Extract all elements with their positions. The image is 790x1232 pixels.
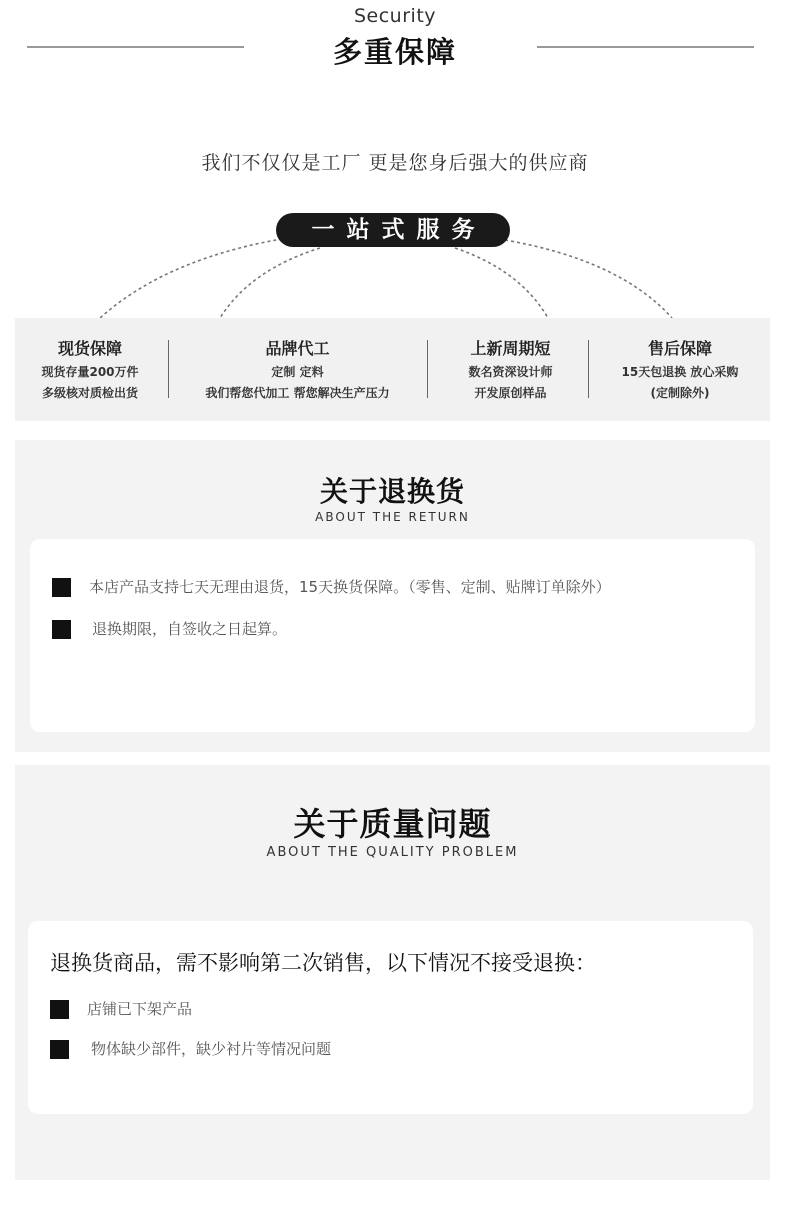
service-divider bbox=[427, 340, 428, 398]
service-oem bbox=[175, 318, 420, 421]
list-item-text: 本店产品支持七天无理由退货，15天换货保障。（零售、定制、贴牌订单除外） bbox=[89, 578, 611, 596]
service-divider bbox=[588, 340, 589, 398]
service-band bbox=[15, 318, 770, 421]
header-divider-right bbox=[537, 46, 754, 48]
arc-4 bbox=[505, 240, 672, 318]
service-line1: 定制 定料 bbox=[271, 365, 324, 379]
service-title: 上新周期短 bbox=[470, 339, 551, 358]
quality-subtitle: ABOUT THE QUALITY PROBLEM bbox=[266, 845, 519, 860]
arc-2 bbox=[220, 248, 320, 318]
service-divider bbox=[168, 340, 169, 398]
list-item-text: 退换期限，自签收之日起算。 bbox=[92, 620, 288, 638]
quality-section bbox=[15, 765, 770, 1180]
service-title: 品牌代工 bbox=[265, 339, 330, 358]
header bbox=[0, 0, 790, 90]
service-title: 售后保障 bbox=[647, 339, 712, 358]
service-line2: 开发原创样品 bbox=[474, 386, 547, 400]
quality-lead: 退换货商品，需不影响第二次销售，以下情况不接受退换： bbox=[50, 951, 596, 975]
service-stock bbox=[15, 318, 165, 421]
list-item-text: 店铺已下架产品 bbox=[87, 1000, 193, 1018]
tagline: 我们不仅仅是工厂 更是您身后强大的供应商 bbox=[201, 152, 589, 174]
returns-card bbox=[30, 539, 755, 732]
returns-subtitle: ABOUT THE RETURN bbox=[315, 510, 470, 524]
service-line1: 现货存量200万件 bbox=[41, 365, 139, 379]
service-title: 现货保障 bbox=[57, 339, 122, 358]
header-title-cn: 多重保障 bbox=[332, 35, 457, 69]
quality-card bbox=[28, 921, 753, 1114]
returns-title: 关于退换货 bbox=[319, 475, 465, 508]
service-line2: 多级核对质检出货 bbox=[41, 386, 138, 400]
header-title-en: Security bbox=[353, 5, 437, 27]
service-new-cycle bbox=[433, 318, 588, 421]
quality-title: 关于质量问题 bbox=[293, 805, 492, 843]
arc-3 bbox=[455, 248, 548, 318]
returns-section bbox=[15, 440, 770, 752]
service-line2: (定制除外) bbox=[650, 386, 710, 400]
square-bullet-icon bbox=[52, 620, 71, 639]
service-line2: 我们帮您代加工 帮您解决生产压力 bbox=[205, 386, 390, 400]
arc-1 bbox=[100, 236, 300, 318]
service-line1: 15天包退换 放心采购 bbox=[621, 365, 739, 379]
square-bullet-icon bbox=[50, 1000, 69, 1019]
service-line1: 数名资深设计师 bbox=[468, 365, 553, 379]
square-bullet-icon bbox=[52, 578, 71, 597]
one-stop-service-pill: 一站式服务 bbox=[276, 213, 510, 247]
service-after-sales bbox=[595, 318, 765, 421]
list-item-text: 物体缺少部件，缺少衬片等情况问题 bbox=[91, 1040, 332, 1058]
square-bullet-icon bbox=[50, 1040, 69, 1059]
